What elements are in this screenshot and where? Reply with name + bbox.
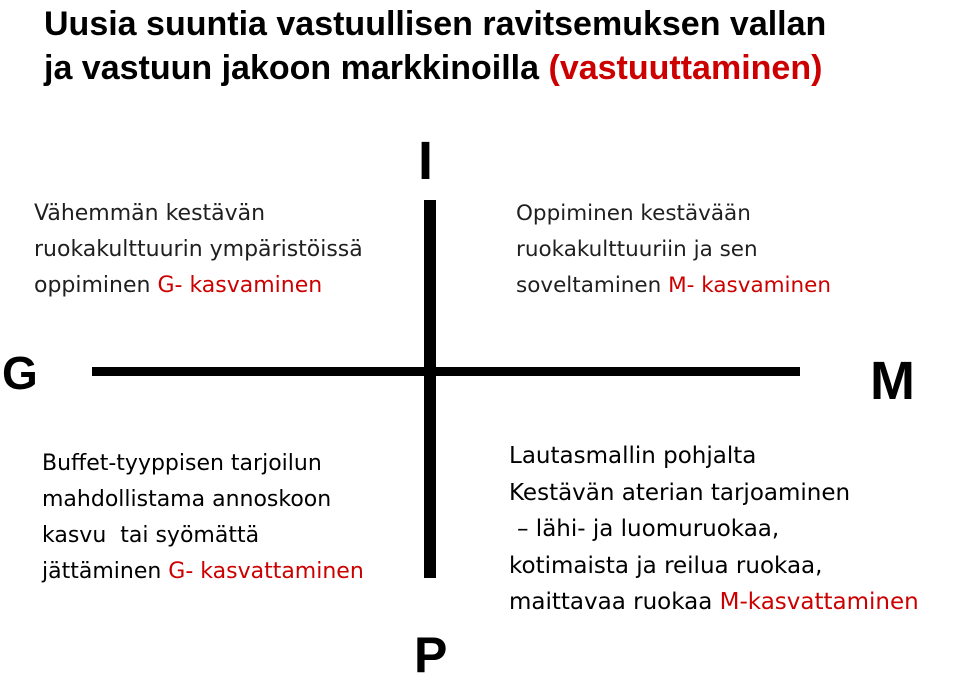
- quadrant-bottom-right: [509, 438, 919, 621]
- title-highlight: (vastuuttaminen): [548, 49, 823, 87]
- quadrant-highlight: G- kasvaminen: [157, 273, 323, 298]
- quadrant-text-line: Buffet-tyyppisen tarjoilun: [42, 451, 322, 476]
- vertical-axis-line: [424, 200, 436, 578]
- quadrant-top-right: [516, 196, 831, 304]
- quadrant-text-prefix: jättäminen: [42, 559, 169, 584]
- axis-label-left: G: [2, 347, 38, 399]
- quadrant-text-line: [42, 554, 364, 590]
- quadrant-bottom-left: [42, 446, 364, 590]
- quadrant-text-line: Lautasmallin pohjalta: [509, 443, 757, 469]
- quadrant-text-line: kotimaista ja reilua ruokaa,: [509, 552, 823, 579]
- quadrant-text-prefix: soveltaminen: [516, 273, 669, 298]
- slide-title: [44, 2, 944, 90]
- axis-label-bottom: P: [414, 627, 448, 683]
- quadrant-text-line: [509, 584, 919, 621]
- quadrant-text-line: – lähi- ja luomuruokaa,: [517, 516, 780, 542]
- axis-label-right: M: [870, 351, 915, 411]
- quadrant-text-line: [516, 268, 831, 304]
- quadrant-text-line: [34, 268, 363, 304]
- quadrant-top-left: [34, 196, 363, 304]
- quadrant-text-line: kasvu tai syömättä: [42, 523, 260, 548]
- quadrant-text-prefix: maittavaa ruokaa: [509, 589, 720, 615]
- quadrant-text-line: mahdollistama annoskoon: [42, 487, 332, 512]
- quadrant-text-line: Oppiminen kestävään: [516, 201, 751, 226]
- quadrant-text-line: ruokakulttuurin ympäristöissä: [34, 237, 363, 262]
- title-line-1: Uusia suuntia vastuullisen ravitsemuksen vallan: [44, 5, 827, 43]
- quadrant-highlight: M-kasvattaminen: [719, 589, 919, 615]
- quadrant-text-line: Kestävän aterian tarjoaminen: [509, 479, 851, 506]
- title-line-2-text: ja vastuun jakoon markkinoilla: [44, 49, 549, 87]
- horizontal-axis-line: [92, 367, 800, 376]
- quadrant-highlight: M- kasvaminen: [668, 273, 832, 298]
- title-line-2: [44, 46, 944, 90]
- quadrant-text-prefix: oppiminen: [34, 273, 158, 298]
- quadrant-highlight: G- kasvattaminen: [168, 559, 364, 584]
- quadrant-text-line: ruokakulttuuriin ja sen: [516, 237, 758, 262]
- quadrant-text-line: Vähemmän kestävän: [34, 201, 266, 226]
- axis-label-top: I: [418, 131, 434, 191]
